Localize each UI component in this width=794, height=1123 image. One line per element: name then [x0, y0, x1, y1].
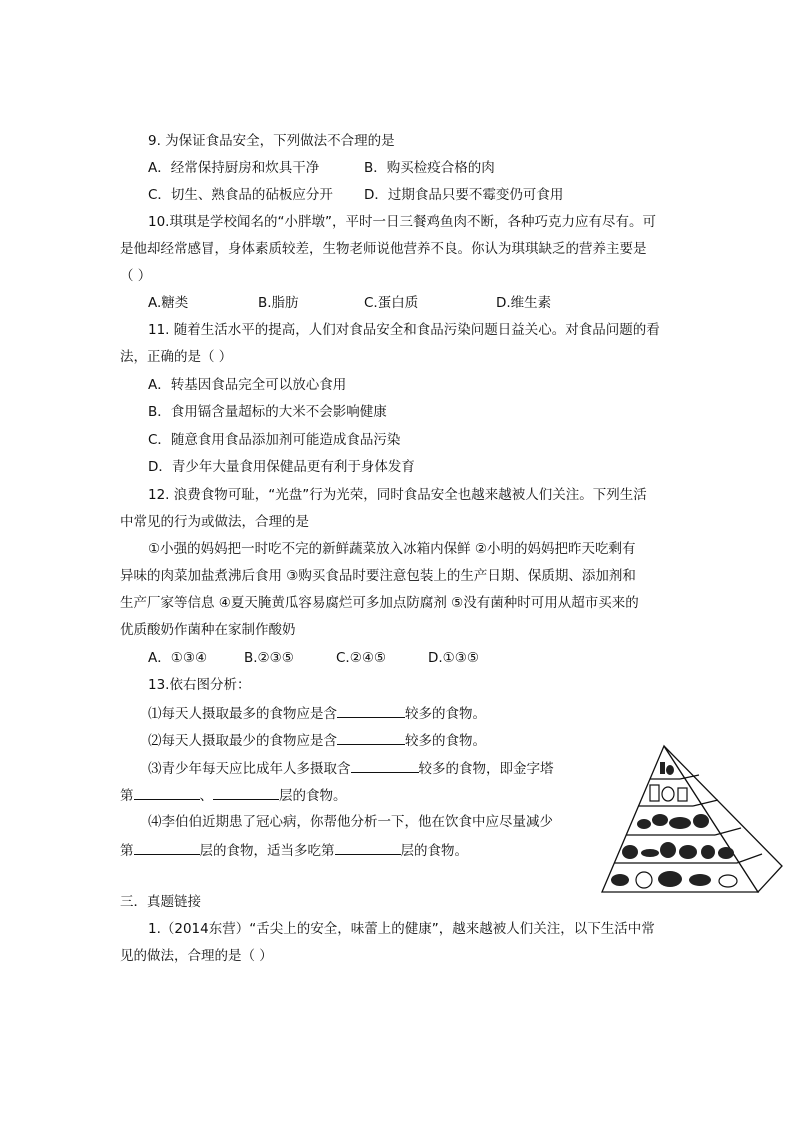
- q13-part-3-prefix: 第: [120, 788, 134, 804]
- q12-option-c: C.②④⑤: [336, 650, 387, 666]
- q12-option-a: A．①③④: [148, 650, 208, 666]
- q13-part-1: [148, 704, 486, 723]
- q11-option-d: D．青少年大量食用保健品更有利于身体发育: [148, 459, 415, 475]
- answer-blank[interactable]: [134, 786, 200, 800]
- answer-blank[interactable]: [213, 786, 279, 800]
- meat-icon: [652, 814, 668, 826]
- corn-icon: [689, 874, 711, 886]
- cheese-icon: [678, 788, 687, 801]
- bread-icon: [611, 874, 629, 886]
- fish-icon: [669, 817, 691, 829]
- pepper-icon: [660, 842, 676, 858]
- q11-option-a: A．转基因食品完全可以放心食用: [148, 377, 347, 393]
- cabbage-icon: [622, 845, 638, 859]
- q12-line-4: 异味的肉菜加盐煮沸后食用 ③购买食品时要注意包装上的生产日期、保质期、添加剂和: [120, 568, 636, 584]
- q13-part-3-tail: 较多的食物，即金字塔: [418, 761, 554, 777]
- eggplant-icon: [679, 845, 697, 859]
- q13-part-4-end: 层的食物。: [400, 843, 468, 859]
- q12-line-6: 优质酸奶作菌种在家制作酸奶: [120, 622, 296, 638]
- chicken-icon: [693, 814, 709, 828]
- q10-line-2: 是他却经常感冒，身体素质较差，生物老师说他营养不良。你认为琪琪缺乏的营养主要是: [120, 241, 647, 257]
- q13-part-2: [148, 731, 486, 750]
- q13-part-3-cont: [120, 786, 347, 805]
- q9-option-d: D．过期食品只要不霉变仍可食用: [364, 187, 564, 203]
- pyramid-level-2-food-icons: [650, 785, 687, 801]
- salt-shaker-icon: [666, 765, 674, 775]
- oil-bottle-icon: [660, 762, 665, 774]
- answer-blank[interactable]: [337, 731, 405, 745]
- q12-line-2: 中常见的行为或做法，合理的是: [120, 514, 309, 530]
- q10-option-d: D.维生素: [496, 295, 552, 311]
- q13-part-4-cont: [120, 841, 468, 860]
- answer-blank[interactable]: [335, 841, 401, 855]
- apple-icon: [701, 845, 715, 859]
- q9-option-c: C．切生、熟食品的砧板应分开: [148, 187, 333, 203]
- section-3-q1-line-2: 见的做法，合理的是（ ）: [120, 948, 273, 964]
- q13-part-2-tail: 较多的食物。: [405, 733, 486, 749]
- q11-option-b: B．食用镉含量超标的大米不会影响健康: [148, 404, 387, 420]
- q13-part-2-text: ⑵每天人摄取最少的食物应是含: [148, 733, 337, 749]
- q13-part-3-end: 层的食物。: [279, 788, 347, 804]
- loaf-icon: [658, 871, 682, 887]
- answer-blank[interactable]: [134, 841, 200, 855]
- milk-carton-icon: [650, 785, 659, 801]
- rice-bowl-icon: [719, 875, 737, 887]
- q9-stem: 9. 为保证食品安全，下列做法不合理的是: [148, 133, 395, 149]
- q13-part-1-tail: 较多的食物。: [405, 706, 486, 722]
- egg-icon: [637, 819, 651, 829]
- q11-line-2: 法，正确的是（ ）: [120, 349, 233, 365]
- q13-part-4-prefix: 第: [120, 843, 134, 859]
- q10-option-c: C.蛋白质: [364, 295, 419, 311]
- q10-line-1: 10.琪琪是学校闻名的“小胖墩”，平时一日三餐鸡鱼肉不断，各种巧克力应有尽有。可: [148, 214, 656, 230]
- q9-option-b: B．购买检疫合格的肉: [364, 160, 495, 176]
- q10-option-a: A.糖类: [148, 295, 189, 311]
- q9-option-a: A．经常保持厨房和炊具干净: [148, 160, 320, 176]
- q13-part-3: [148, 759, 554, 778]
- q13-part-3-sep: 、: [199, 788, 213, 804]
- q13-part-1-text: ⑴每天人摄取最多的食物应是含: [148, 706, 337, 722]
- q13-stem: 13.依右图分析：: [148, 677, 251, 693]
- q11-option-c: C．随意食用食品添加剂可能造成食品污染: [148, 432, 401, 448]
- q13-part-4-mid: 层的食物，适当多吃第: [199, 843, 335, 859]
- grapes-icon: [718, 847, 734, 859]
- bun-icon: [636, 872, 652, 888]
- q12-option-d: D.①③⑤: [428, 650, 479, 666]
- q11-line-1: 11. 随着生活水平的提高，人们对食品安全和食品污染问题日益关心。对食品问题的看: [148, 322, 660, 338]
- q12-line-1: 12. 浪费食物可耻，“光盘”行为光荣，同时食品安全也越来越被人们关注。下列生活: [148, 487, 647, 503]
- q10-option-b: B.脂肪: [258, 295, 299, 311]
- answer-blank[interactable]: [351, 759, 419, 773]
- q12-line-3: ①小强的妈妈把一时吃不完的新鲜蔬菜放入冰箱内保鲜 ②小明的妈妈把昨天吃剩有: [148, 541, 636, 557]
- q12-line-5: 生产厂家等信息 ④夏天腌黄瓜容易腐烂可多加点防腐剂 ⑤没有菌种时可用从超市买来的: [120, 595, 639, 611]
- q13-part-3-text: ⑶青少年每天应比成年人多摄取含: [148, 761, 351, 777]
- q12-option-b: B.②③⑤: [244, 650, 294, 666]
- q13-part-4: ⑷李伯伯近期患了冠心病，你帮他分析一下，他在饮食中应尽量减少: [148, 814, 553, 830]
- yogurt-icon: [662, 787, 674, 801]
- q10-line-3: （ ）: [120, 268, 152, 284]
- answer-blank[interactable]: [337, 704, 405, 718]
- food-pyramid-figure: [598, 744, 784, 896]
- carrot-icon: [641, 849, 659, 857]
- section-3-q1-line-1: 1.（2014东营）“舌尖上的安全，味蕾上的健康”，越来越被人们关注，以下生活中常: [148, 921, 655, 937]
- section-3-title: 三．真题链接: [120, 894, 201, 910]
